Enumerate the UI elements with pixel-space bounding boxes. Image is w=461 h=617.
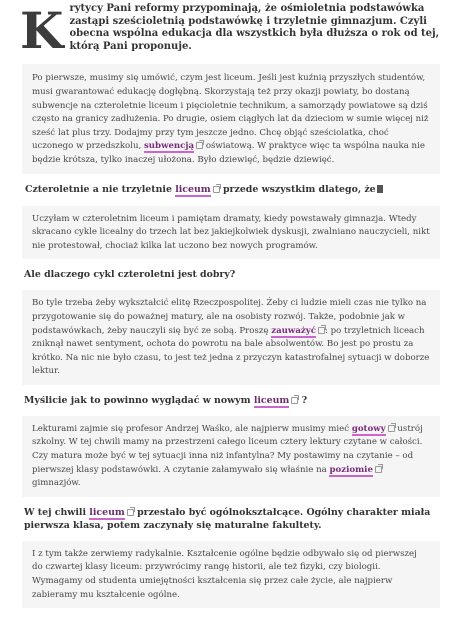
answer-1-text-b: oświatową. W praktyce więc ta wspólna nauka nie będzie krótsza, tylko inaczej ułożona. Było dziewięć, będzie dziewięć. <box>32 141 425 165</box>
question-5 <box>24 506 440 532</box>
answer-4-text-c: gimnazjów. <box>32 478 81 489</box>
question-2-text-b: przede wszystkim dlatego, że <box>223 183 376 195</box>
question-4-text-b: ? <box>301 394 308 406</box>
link-poziomie[interactable]: poziomie <box>329 464 373 475</box>
answer-block-4 <box>22 416 440 497</box>
link-subwencja[interactable]: subwencją <box>143 141 195 152</box>
external-link-icon <box>127 508 134 515</box>
lead-question <box>20 0 440 60</box>
cursor-marker-icon <box>377 185 383 193</box>
external-link-icon <box>388 424 395 431</box>
answer-4-text-a: Lekturami zajmie się profesor Andrzej Waśko, ale najpierw musimy mieć <box>32 423 350 434</box>
answer-block-1 <box>22 64 440 173</box>
answer-3-text-a: Bo tyle trzeba żeby wykształcić elitę Rzeczpospolitej. Żeby ci ludzie mieli czas nie tylko na przygotowanie się do poważnej matury, ale na osobisty rozwój. Także, podobnie jak w podstawówkach, żeby nauczyli się być ze sobą. Proszę <box>32 298 427 336</box>
question-2 <box>25 183 440 196</box>
lead-question-text: rytycy Pani reformy przypominają, że ośmioletnia podstawówka zastąpi sześcioletnią podstawówkę i trzyletnie gimnazjum. Czyli obecna wspólna edukacja dla wszystkich była dłuższa o rok od tej, którą Pani proponuje. <box>69 3 440 52</box>
answer-2-text: Uczyłam w czteroletnim liceum i pamiętam dramaty, kiedy powstawały gimnazja. Wtedy skracano cykle licealny do trzech lat bez jakiejkolwiek dyskusji, zwalniano nauczycieli, nikt nie protestował, chociaż kilka lat uczono bez nowych programów. <box>32 213 430 251</box>
answer-5-text: I z tym także zerwiemy radykalnie. Kształcenie ogólne będzie odbywało się od pierwszej do czwartej klasy liceum: przywrócimy rangę historii, ale też fizyki, czy biologii. Wymagamy od studenta umiejętności kształcenia się przez całe życie, ale najpierw zabieramy mu kształcenie ogólne. <box>32 548 417 600</box>
external-link-icon <box>375 465 382 472</box>
question-2-text-a: Czteroletnie a nie trzyletnie <box>25 183 172 195</box>
link-liceum-3[interactable]: liceum <box>89 506 125 518</box>
external-link-icon <box>196 141 203 148</box>
answer-block-5 <box>22 541 440 608</box>
question-4 <box>24 394 440 407</box>
drop-cap: K <box>20 1 64 60</box>
link-liceum-2[interactable]: liceum <box>253 394 290 406</box>
question-5-text-b: przestało być ogólnokształcące. Ogólny charakter miała pierwsza klasa, potem zaczynały się maturalne fakultety. <box>24 506 431 531</box>
link-gotowy[interactable]: gotowy <box>351 423 386 434</box>
answer-block-2 <box>22 206 440 260</box>
article-body <box>22 0 440 617</box>
answer-3-text-b: : po trzyletnich liceach zniknął nawet sentyment, ochota do powrotu na bale absolwentów. Bo jest po prostu za krótko. Na nic nie było czasu, to jest też jedna z przyczyn katastrofalnej sytuacji w doborze lektur. <box>32 325 430 377</box>
external-link-icon <box>213 185 220 192</box>
external-link-icon <box>291 396 298 403</box>
link-zauwazyc[interactable]: zauważyć <box>271 325 317 336</box>
question-5-text-a: W tej chwili <box>24 506 87 518</box>
answer-1-text-a: Po pierwsze, musimy się umówić, czym jest liceum. Jeśli jest kuźnią przyszłych studentów, musi gwarantować edukację dogłębną. Skorzystają też przy okazji powiaty, bo dostaną subwencje na czteroletnie liceum i pięcioletnie technikum, a samorządy powiatowe są dziś często na granicy zadłużenia. Po drugie, osiem ciągłych lat da dzieciom w sumie więcej niż sześć lat plus trzy. Dodajmy przy tym jeszcze jedno. Chcę objąć sześciolatka, choć uczonego w przedszkolu, <box>32 73 429 152</box>
answer-4-text-b: ustrój szkolny. W tej chwili mamy na przestrzeni całego liceum cztery lektury czytane w całości. Czy matura może być w tej sytuacji inna niż infantylna? My postawimy na czytanie – od pierwszej klasy podstawówki. A czytanie załamywało się właśnie na <box>32 423 423 475</box>
link-liceum-1[interactable]: liceum <box>175 183 211 195</box>
external-link-icon <box>318 326 325 333</box>
question-3 <box>24 268 440 281</box>
question-4-text-a: Myślicie jak to powinno wyglądać w nowym <box>24 394 251 406</box>
answer-block-3 <box>22 290 440 385</box>
question-3-text: Ale dlaczego cykl czteroletni jest dobry? <box>24 269 236 281</box>
